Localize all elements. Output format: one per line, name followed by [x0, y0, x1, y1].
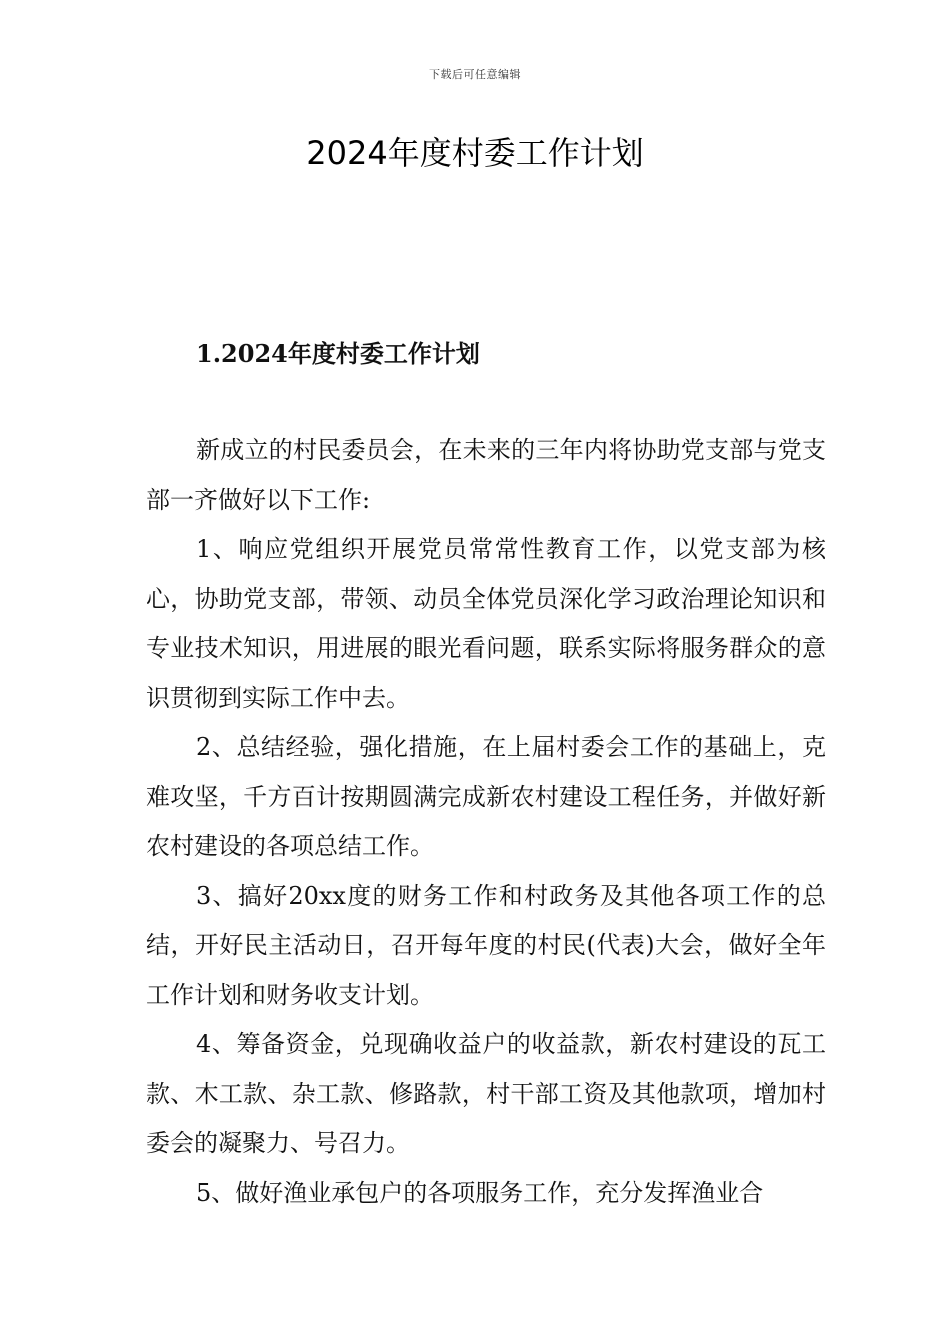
header-note: 下载后可任意编辑 — [429, 68, 521, 81]
paragraph-intro: 新成立的村民委员会，在未来的三年内将协助党支部与党支部一齐做好以下工作: — [146, 436, 826, 514]
paragraph-item-1: 1、响应党组织开展党员常常性教育工作，以党支部为核心，协助党支部，带领、动员全体党员深化学习政治理论知识和专业技术知识，用进展的眼光看问题，联系实际将服务群众的意识贯彻到实际工作中去。 — [146, 535, 826, 712]
document-body — [146, 426, 826, 1218]
document-title: 2024年度村委工作计划 — [306, 134, 644, 172]
paragraph-item-4: 4、筹备资金，兑现确收益户的收益款，新农村建设的瓦工款、木工款、杂工款、修路款，村干部工资及其他款项，增加村委会的凝聚力、号召力。 — [146, 1030, 826, 1157]
paragraph-item-3: 3、搞好20xx度的财务工作和村政务及其他各项工作的总结，开好民主活动日，召开每年度的村民(代表)大会，做好全年工作计划和财务收支计划。 — [146, 881, 826, 1009]
paragraph-item-2: 2、总结经验，强化措施，在上届村委会工作的基础上，克难攻坚，千方百计按期圆满完成新农村建设工程任务，并做好新农村建设的各项总结工作。 — [146, 733, 826, 860]
paragraph-item-5: 5、做好渔业承包户的各项服务工作，充分发挥渔业合 — [196, 1178, 764, 1207]
section-heading: 1.2024年度村委工作计划 — [196, 339, 480, 368]
